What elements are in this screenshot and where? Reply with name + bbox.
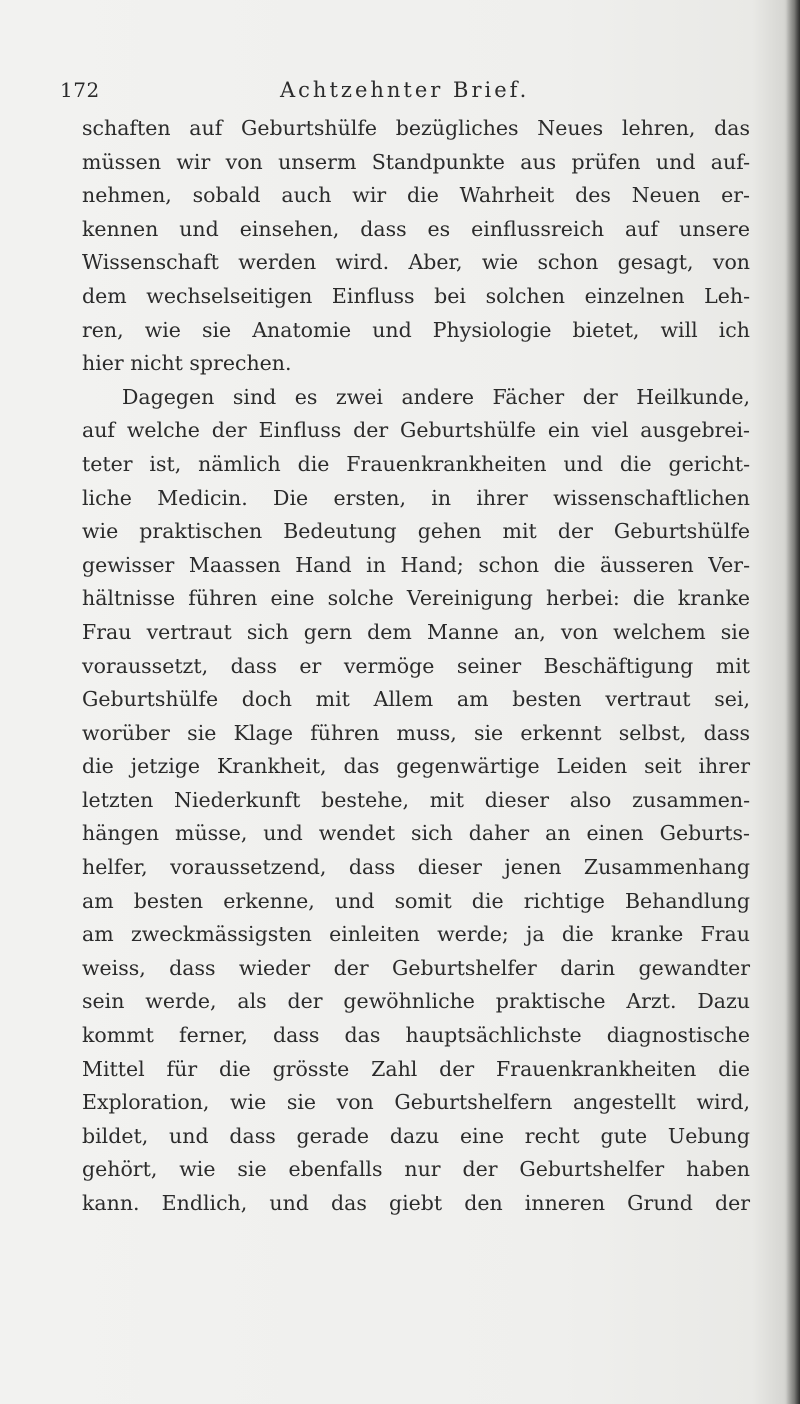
text-line: Frau vertraut sich gern dem Manne an, von welchem sie [82, 619, 750, 644]
body-text [82, 112, 750, 1221]
text-line: helfer, voraussetzend, dass dieser jenen Zusammenhang [82, 855, 750, 880]
text-line: Geburtshülfe doch mit Allem am besten vertraut sei, [82, 687, 750, 712]
text-line: kennen und einsehen, dass es einflussreich auf unsere [82, 216, 750, 241]
text-line: müssen wir von unserm Standpunkte aus prüfen und auf- [82, 149, 750, 174]
text-line: gehört, wie sie ebenfalls nur der Geburtshelfer haben [82, 1157, 750, 1182]
page-edge-shadow [786, 0, 800, 1404]
text-line: hängen müsse, und wendet sich daher an einen Geburts- [82, 821, 750, 846]
text-line: am zweckmässigsten einleiten werde; ja die kranke Frau [82, 922, 750, 947]
text-line: hier nicht sprechen. [82, 351, 292, 376]
text-line: letzten Niederkunft bestehe, mit dieser also zusammen- [82, 787, 750, 812]
page-number: 172 [60, 78, 100, 102]
text-line: Exploration, wie sie von Geburtshelfern angestellt wird, [82, 1090, 750, 1115]
text-line: voraussetzt, dass er vermöge seiner Beschäftigung mit [82, 653, 750, 678]
text-line: kann. Endlich, und das giebt den inneren Grund der [82, 1191, 750, 1215]
text-line: die jetzige Krankheit, das gegenwärtige Leiden seit ihrer [82, 754, 750, 779]
text-line: worüber sie Klage führen muss, sie erkennt selbst, dass [82, 720, 750, 745]
text-line: gewisser Maassen Hand in Hand; schon die äusseren Ver- [82, 552, 750, 577]
text-line: dem wechselseitigen Einfluss bei solchen einzelnen Leh- [82, 283, 750, 308]
text-line: ren, wie sie Anatomie und Physiologie bietet, will ich [82, 317, 750, 342]
paragraph-start-line: Dagegen sind es zwei andere Fächer der Heilkunde, [122, 384, 750, 409]
text-line: weiss, dass wieder der Geburtshelfer darin gewandter [82, 955, 750, 980]
text-line: Wissenschaft werden wird. Aber, wie schon gesagt, von [82, 250, 750, 275]
text-line: Mittel für die grösste Zahl der Frauenkrankheiten die [82, 1056, 750, 1081]
text-line: sein werde, als der gewöhnliche praktische Arzt. Dazu [82, 989, 750, 1014]
text-line: schaften auf Geburtshülfe bezügliches Neues lehren, das [82, 116, 750, 140]
running-title: Achtzehnter Brief. [280, 78, 530, 102]
text-line: am besten erkenne, und somit die richtige Behandlung [82, 888, 750, 913]
text-line: liche Medicin. Die ersten, in ihrer wissenschaftlichen [82, 485, 750, 510]
text-line: bildet, und dass gerade dazu eine recht gute Uebung [82, 1123, 750, 1148]
text-line: nehmen, sobald auch wir die Wahrheit des Neuen er- [82, 183, 750, 208]
text-line: hältnisse führen eine solche Vereinigung herbei: die kranke [82, 586, 750, 611]
text-line: wie praktischen Bedeutung gehen mit der Geburtshülfe [82, 519, 750, 544]
text-line: auf welche der Einfluss der Geburtshülfe ein viel ausgebrei- [82, 418, 750, 443]
text-line: kommt ferner, dass das hauptsächlichste diagnostische [82, 1023, 750, 1048]
page-header [60, 78, 760, 108]
text-line: teter ist, nämlich die Frauenkrankheiten und die gericht- [82, 451, 750, 476]
